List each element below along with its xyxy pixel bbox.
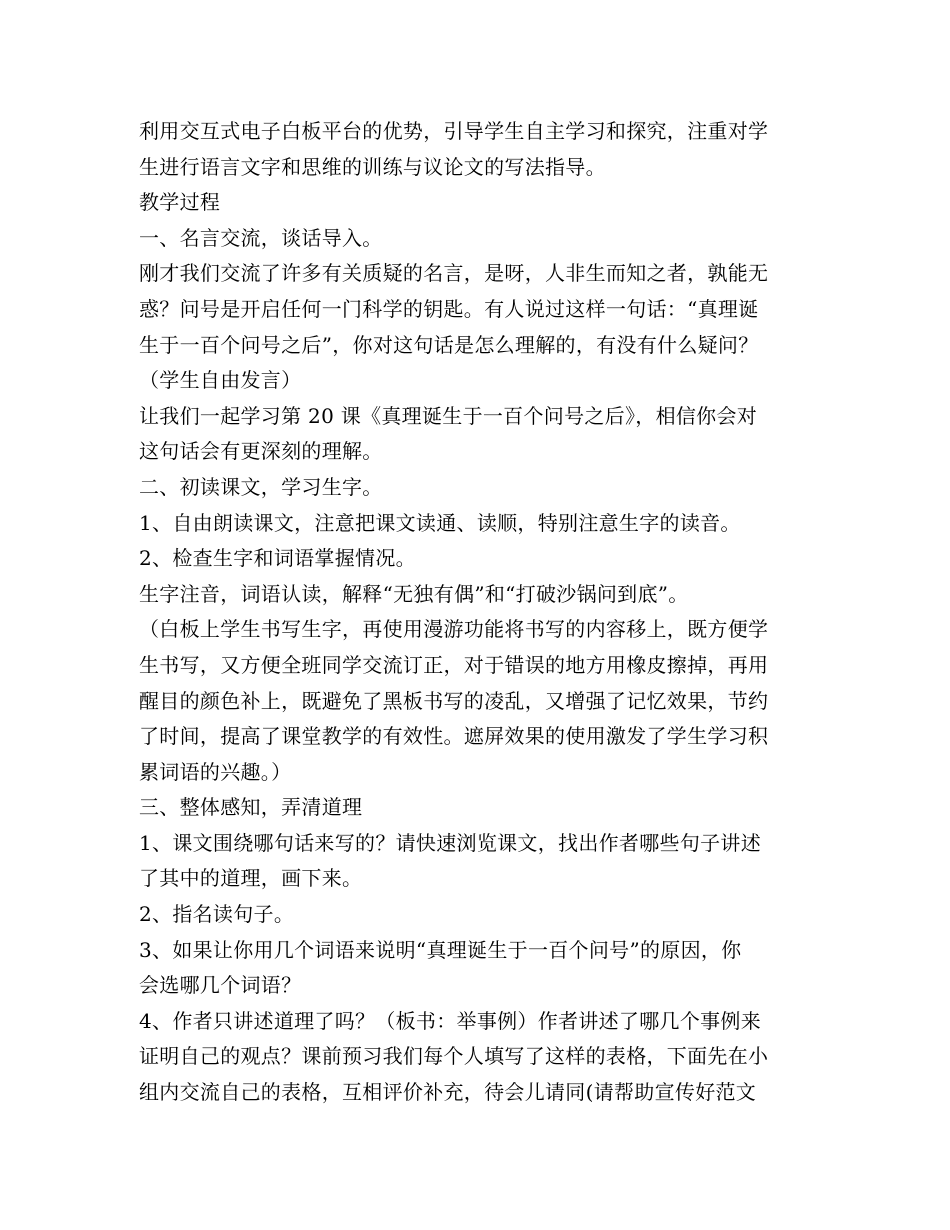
text-line: 生书写，又方便全班同学交流订正，对于错误的地方用橡皮擦掉，再用 bbox=[139, 652, 769, 677]
text-line: 让我们一起学习第 20 课《真理诞生于一百个问号之后》，相信你会对 bbox=[139, 403, 758, 428]
text-line: （白板上学生书写生字，再使用漫游功能将书写的内容移上，既方便学 bbox=[139, 617, 769, 642]
text-line: 4、作者只讲述道理了吗？（板书：举事例）作者讲述了哪几个事例来 bbox=[139, 1008, 762, 1033]
section-heading: 一、名言交流，谈话导入。 bbox=[139, 225, 383, 250]
text-line: 了时间，提高了课堂教学的有效性。遮屏效果的使用激发了学生学习积 bbox=[139, 724, 769, 749]
text-line: 2、指名读句子。 bbox=[139, 902, 295, 927]
text-line: 会选哪几个词语？ bbox=[139, 973, 302, 998]
section-heading: 二、初读课文，学习生字。 bbox=[139, 474, 383, 499]
text-line: 2、检查生字和词语掌握情况。 bbox=[139, 546, 416, 571]
text-line: 利用交互式电子白板平台的优势，引导学生自主学习和探究，注重对学 bbox=[139, 119, 769, 143]
text-line: 醒目的颜色补上，既避免了黑板书写的凌乱，又增强了记忆效果，节约 bbox=[139, 688, 769, 713]
text-line: 证明自己的观点？课前预习我们每个人填写了这样的表格，下面先在小 bbox=[139, 1044, 769, 1069]
text-line: 生字注音，词语认读，解释“无独有偶”和“打破沙锅问到底”。 bbox=[139, 581, 689, 606]
text-line: 这句话会有更深刻的理解。 bbox=[139, 439, 383, 464]
text-line: （学生自由发言） bbox=[139, 368, 302, 393]
text-line: 累词语的兴趣。） bbox=[139, 759, 292, 784]
text-line: 3、如果让你用几个词语来说明“真理诞生于一百个问号”的原因，你 bbox=[139, 937, 742, 962]
text-line: 刚才我们交流了许多有关质疑的名言，是呀，人非生而知之者，孰能无 bbox=[139, 261, 769, 286]
text-line: 1、自由朗读课文，注意把课文读通、读顺，特别注意生字的读音。 bbox=[139, 510, 741, 535]
document-body bbox=[139, 114, 819, 1111]
text-line: 了其中的道理，画下来。 bbox=[139, 866, 363, 891]
section-heading: 教学过程 bbox=[139, 190, 221, 215]
text-line: 生进行语言文字和思维的训练与议论文的写法指导。 bbox=[139, 154, 606, 179]
text-line: 1、课文围绕哪句话来写的？请快速浏览课文，找出作者哪些句子讲述 bbox=[139, 830, 762, 855]
section-heading: 三、整体感知，弄清道理 bbox=[139, 795, 363, 820]
text-line: 生于一百个问号之后”，你对这句话是怎么理解的，有没有什么疑问？ bbox=[139, 332, 759, 357]
text-line: 组内交流自己的表格，互相评价补充，待会儿请同(请帮助宣传好范文 bbox=[139, 1080, 757, 1105]
text-line: 惑？问号是开启任何一门科学的钥匙。有人说过这样一句话：“真理诞 bbox=[139, 296, 759, 321]
